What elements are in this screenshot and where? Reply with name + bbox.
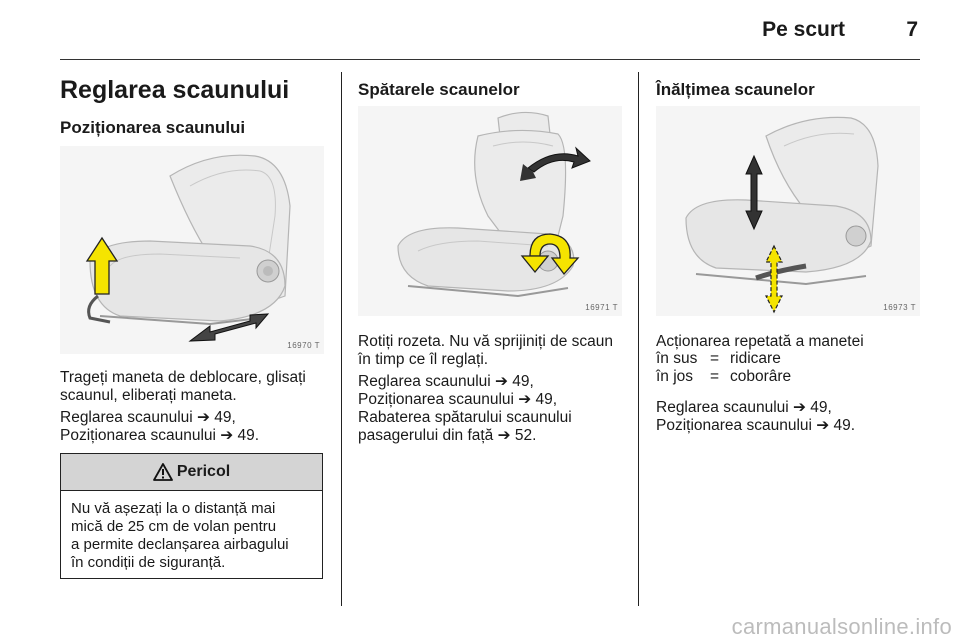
danger-label: Pericol: [176, 463, 231, 480]
instruction-line: Trageți maneta de deblocare, glisați: [60, 369, 306, 386]
subtitle-seat-height: Înălțimea scaunelor: [656, 80, 815, 99]
header-title: Pe scurt: [762, 18, 845, 41]
danger-text: [71, 500, 289, 572]
cross-reference-link[interactable]: Poziționarea scaunului ➔ 49,: [358, 391, 558, 408]
watermark: carmanualsonline.info: [731, 614, 952, 639]
danger-line: Nu vă așezați la o distanță mai: [71, 500, 276, 517]
column-divider: [341, 72, 342, 606]
instruction-line: Acționarea repetată a manetei: [656, 333, 864, 350]
subtitle-backrest: Spătarele scaunelor: [358, 80, 520, 99]
danger-line: a permite declanșarea airbagului: [71, 536, 289, 553]
figure-code: 16970 T: [287, 341, 320, 350]
cross-reference-link[interactable]: Poziționarea scaunului ➔ 49.: [656, 417, 856, 434]
danger-line: mică de 25 cm de volan pentru: [71, 518, 277, 535]
seat-height-illustration: [656, 106, 920, 316]
table-eq: =: [710, 350, 720, 367]
cross-reference-link[interactable]: Reglarea scaunului ➔ 49,: [60, 409, 236, 426]
table-eq: =: [710, 368, 720, 385]
table-row: [656, 368, 791, 386]
seat-slide-illustration: [60, 146, 324, 354]
instruction-line: scaunul, eliberați maneta.: [60, 387, 237, 404]
warning-triangle-icon: [153, 463, 173, 481]
danger-notice-box: [60, 453, 323, 579]
section-title: Reglarea scaunului: [60, 76, 290, 104]
column-divider: [638, 72, 639, 606]
cross-reference-link[interactable]: Reglarea scaunului ➔ 49,: [358, 373, 534, 390]
figure-code: 16973 T: [883, 303, 916, 312]
cross-reference-link[interactable]: Rabaterea spătarului scaunului: [358, 409, 572, 426]
seat-backrest-illustration: [358, 106, 622, 316]
instruction-line: în timp ce îl reglați.: [358, 351, 489, 368]
danger-line: în condiții de siguranță.: [71, 554, 226, 571]
cross-reference-link[interactable]: pasagerului din față ➔ 52.: [358, 427, 537, 444]
page-header: [60, 0, 920, 60]
table-row: [656, 350, 781, 368]
cross-reference-link[interactable]: Reglarea scaunului ➔ 49,: [656, 399, 832, 416]
danger-notice-header: [61, 454, 322, 491]
page-number: 7: [906, 18, 918, 41]
cross-reference-link[interactable]: Poziționarea scaunului ➔ 49.: [60, 427, 260, 444]
table-key: în sus: [656, 350, 698, 367]
table-key: în jos: [656, 368, 694, 385]
figure-code: 16971 T: [585, 303, 618, 312]
table-value: ridicare: [730, 350, 781, 367]
table-value: coborâre: [730, 368, 792, 385]
instruction-line: Rotiți rozeta. Nu vă sprijiniți de scaun: [358, 333, 614, 350]
subtitle-seat-position: Poziționarea scaunului: [60, 118, 246, 137]
